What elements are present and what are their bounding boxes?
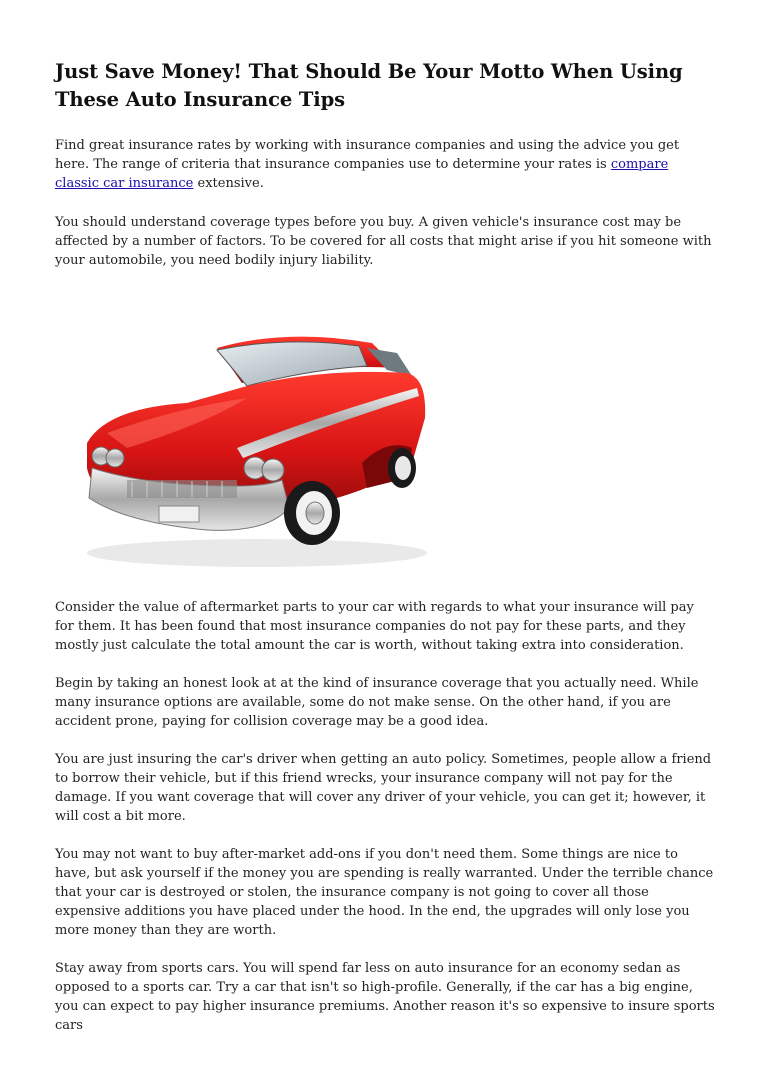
paragraph-intro [55,136,715,193]
paragraph-aftermarket-parts: Consider the value of aftermarket parts to your car with regards to what your insurance will pay for them. It has been found that most insurance companies do not pay for these parts, and they mostly just calculate the total amount the car is worth, without taking extra into consideration. [55,600,694,653]
document-page [55,58,715,1035]
paragraph-coverage-types: You should understand coverage types before you buy. A given vehicle's insurance cost may be affected by a number of factors. To be covered for all costs that might arise if you hit someone with your automobile, you need bodily injury liability. [55,215,712,268]
paragraph-driver-coverage: You are just insuring the car's driver when getting an auto policy. Sometimes, people allow a friend to borrow their vehicle, but if this friend wrecks, your insurance company will not pay for the damage. If you want coverage that will cover any driver of your vehicle, you can get it; however, it will cost a bit more. [55,752,712,824]
classic-red-car-image [67,308,447,578]
classic-car-illustration [67,308,447,578]
article-title: Just Save Money! That Should Be Your Motto When Using These Auto Insurance Tips [55,60,683,111]
paragraph-sports-cars: Stay away from sports cars. You will spend far less on auto insurance for an economy sedan as opposed to a sports car. Try a car that isn't so high-profile. Generally, if the car has a big engine, you can expect to pay higher insurance premiums. Another reason it's so expensive to insure sports cars [55,961,715,1033]
paragraph-add-ons: You may not want to buy after-market add-ons if you don't need them. Some things are nice to have, but ask yourself if the money you are spending is really warranted. Under the terrible chance that your car is destroyed or stolen, the insurance company is not going to cover all those expensive additions you have placed under the hood. In the end, the upgrades will only lose you more money than they are worth. [55,847,714,938]
paragraph-intro-end: extensive. [193,176,264,191]
compare-classic-car-insurance-link[interactable]: compare classic car insurance [55,157,669,191]
paragraph-honest-look: Begin by taking an honest look at at the kind of insurance coverage that you actually need. While many insurance options are available, some do not make sense. On the other hand, if you are accident prone, paying for collision coverage may be a good idea. [55,676,699,729]
paragraph-intro-text: Find great insurance rates by working with insurance companies and using the advice you get here. The range of criteria that insurance companies use to determine your rates is [55,138,680,172]
